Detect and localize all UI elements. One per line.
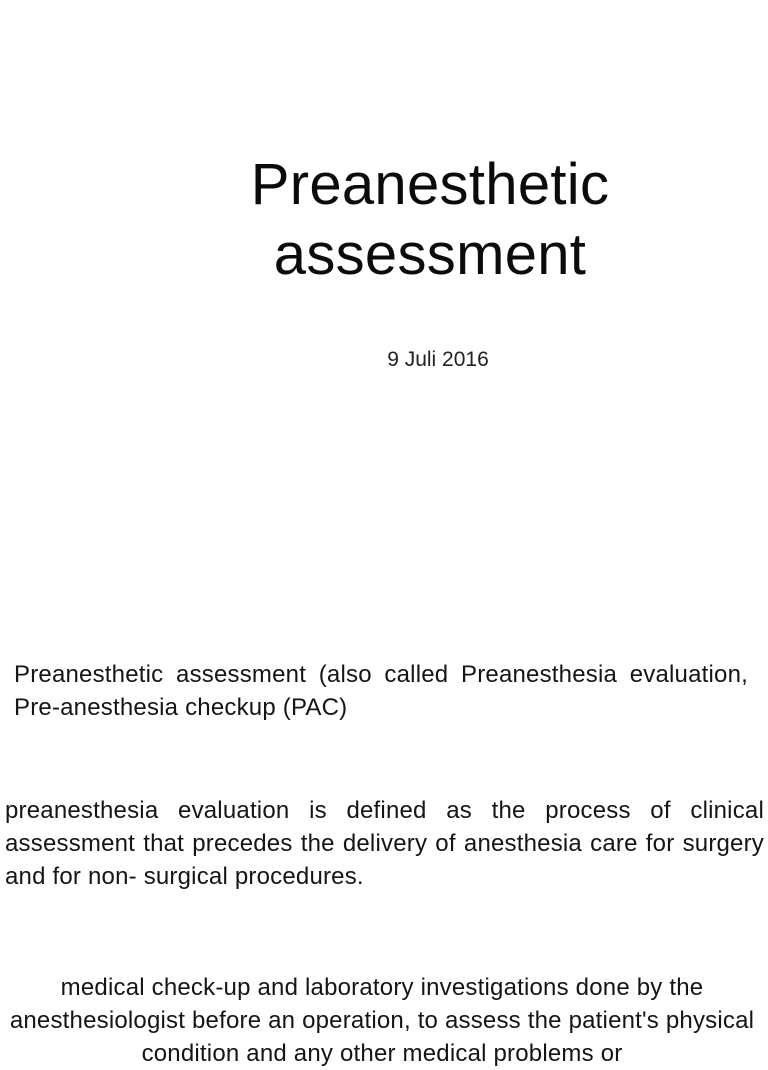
title-line-1: Preanesthetic	[250, 152, 610, 217]
evaluation-paragraph: preanesthesia evaluation is defined as the process of clinical assessment that precedes the delivery of anesthesia care for surgery and for non- surgical procedures.	[5, 797, 764, 890]
title-line-2: assessment	[273, 222, 587, 287]
definition-paragraph: Preanesthetic assessment (also called Preanesthesia evaluation, Pre-anesthesia checkup (PAC)	[14, 661, 748, 721]
checkup-paragraph: medical check-up and laboratory investigations done by the anesthesiologist before an operation, to assess the patient's physical condition and any other medical problems or	[9, 974, 755, 1067]
date-label: 9 Juli 2016	[387, 348, 489, 371]
page-title	[0, 150, 768, 290]
